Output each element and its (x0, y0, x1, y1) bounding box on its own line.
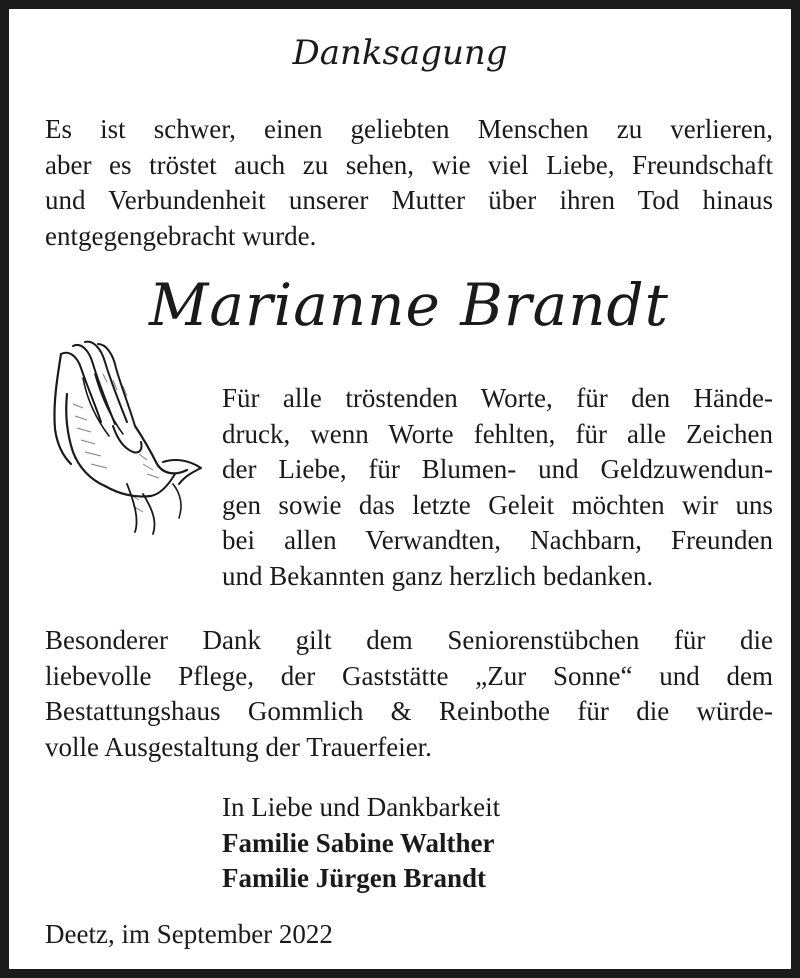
signature-block (222, 790, 500, 897)
special-line: Besonderer Dank gilt dem Seniorenstübchen für die (45, 625, 773, 655)
intro-line: und Verbundenheit unserer Mutter über ihren Tod hinaus (45, 185, 773, 215)
family-name: Familie Sabine Walther (222, 827, 495, 858)
intro-line: aber es tröstet auch zu sehen, wie viel Liebe, Freundschaft (45, 149, 773, 180)
family-name: Familie Jürgen Brandt (222, 863, 486, 893)
closing-line: In Liebe und Dankbarkeit (222, 792, 501, 822)
praying-hands-icon (43, 334, 211, 539)
heading: Danksagung (292, 33, 508, 73)
special-line: Bestattungshaus Gommlich & Reinbothe für die würde- (45, 696, 773, 726)
thanks-line: und Bekannten ganz herzlich bedanken. (222, 560, 654, 591)
place-date: Deetz, im September 2022 (45, 919, 333, 949)
thanks-line: Für alle tröstenden Worte, für den Hände- (222, 383, 773, 413)
thanks-line: bei allen Verwandten, Nachbarn, Freunden (222, 525, 773, 555)
special-line: liebevolle Pflege, der Gaststätte „Zur Sonne“ und dem (45, 660, 773, 691)
intro-paragraph (45, 112, 773, 254)
deceased-name: Marianne Brandt (148, 271, 669, 339)
special-line: volle Ausgestaltung der Trauerfeier. (45, 731, 432, 762)
thanks-line: gen sowie das letzte Geleit möchten wir uns (222, 489, 773, 520)
intro-line: entgegengebracht wurde. (45, 220, 317, 251)
intro-line: Es ist schwer, einen geliebten Menschen zu verlieren, (45, 114, 773, 144)
thanks-paragraph (222, 381, 773, 594)
thanks-line: druck, wenn Worte fehlten, für alle Zeichen (222, 418, 773, 449)
special-thanks-paragraph (45, 623, 773, 765)
thanks-line: der Liebe, für Blumen- und Geldzuwendun- (222, 454, 773, 484)
